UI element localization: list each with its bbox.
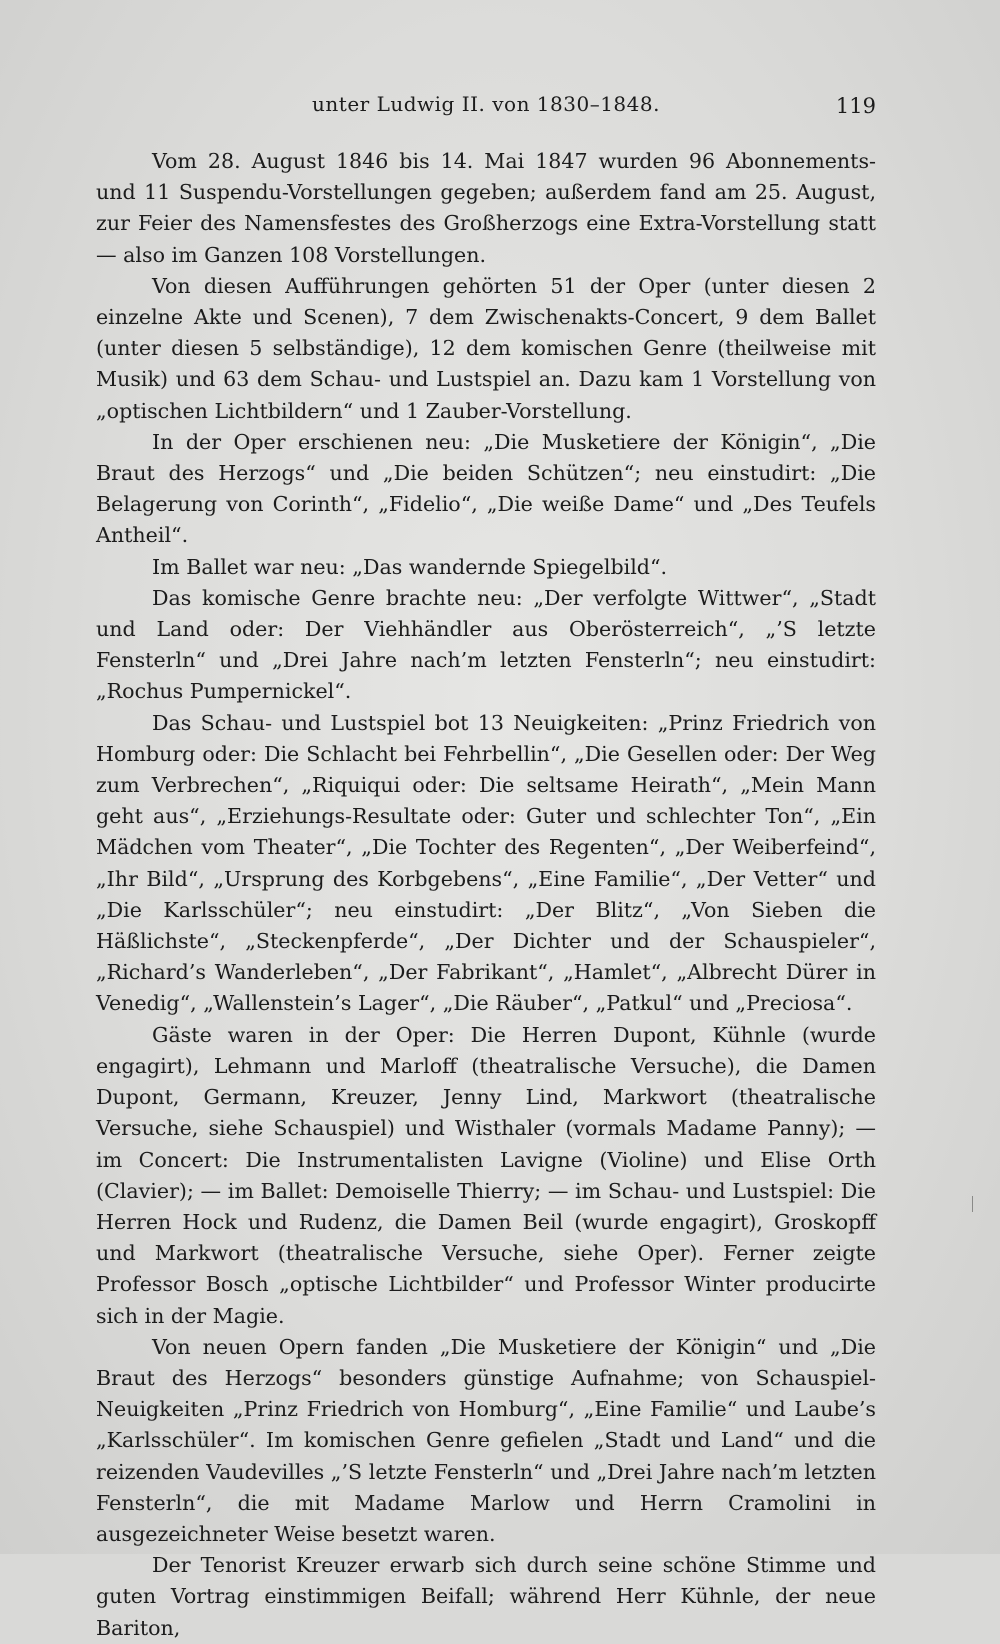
margin-mark <box>972 1196 973 1212</box>
paragraph-ballet-new: Im Ballet war neu: „Das wandernde Spiegelbild“. <box>152 554 668 579</box>
paragraph-drama-comedy: Das Schau- und Lustspiel bot 13 Neuigkeiten: „Prinz Friedrich von Homburg oder: Die Schlacht bei Fehrbellin“, „Die Gesellen oder: Der Weg zum Verbrechen“, „Riquiqui oder: Die seltsame Heirath“, „Mein Mann geht aus“, „Erziehungs-Resultate oder: Guter und schlechter Ton“, „Ein Mädchen vom Theater“, „Die Tochter des Regenten“, „Der Weiberfeind“, „Ihr Bild“, „Ursprung des Korbgebens“, „Eine Familie“, „Der Vetter“ und „Die Karlsschüler“; neu einstudirt: „Der Blitz“, „Von Sieben die Häßlichste“, „Steckenpferde“, „Der Dichter und der Schauspieler“, „Richard’s Wanderleben“, „Der Fabrikant“, „Hamlet“, „Albrecht Dürer in Venedig“, „Wallenstein’s Lager“, „Die Räuber“, „Patkul“ und „Preciosa“. <box>96 710 876 1016</box>
body-text <box>96 146 876 1644</box>
page-header <box>96 92 876 122</box>
running-head: unter Ludwig II. von 1830–1848. <box>312 92 660 116</box>
paragraph-opera-new: In der Oper erschienen neu: „Die Musketiere der Königin“, „Die Braut des Herzogs“ und „Die beiden Schützen“; neu einstudirt: „Die Belagerung von Corinth“, „Fidelio“, „Die weiße Dame“ und „Des Teufels Antheil“. <box>96 429 876 548</box>
paragraph-comic-genre: Das komische Genre brachte neu: „Der verfolgte Wittwer“, „Stadt und Land oder: Der Viehhändler aus Oberösterreich“, „’S letzte Fensterln“ und „Drei Jahre nach’m letzten Fensterln“; neu einstudirt: „Rochus Pumpernickel“. <box>96 585 876 704</box>
paragraph-guests: Gäste waren in der Oper: Die Herren Dupont, Kühnle (wurde engagirt), Lehmann und Marloff (theatralische Versuche), die Damen Dupont, Germann, Kreuzer, Jenny Lind, Markwort (theatralische Versuche, siehe Schauspiel) und Wisthaler (vormals Madame Panny); — im Concert: Die Instrumentalisten Lavigne (Violine) und Elise Orth (Clavier); — im Ballet: Demoiselle Thierry; — im Schau- und Lustspiel: Die Herren Hock und Rudenz, die Damen Beil (wurde engagirt), Groskopff und Markwort (theatralische Versuche, siehe Oper). Ferner zeigte Professor Bosch „optische Lichtbilder“ und Professor Winter producirte sich in der Magie. <box>96 1022 876 1328</box>
paragraph-reception: Von neuen Opern fanden „Die Musketiere der Königin“ und „Die Braut des Herzogs“ besonders günstige Aufnahme; von Schauspiel-Neuigkeiten „Prinz Friedrich von Homburg“, „Eine Familie“ und Laube’s „Karlsschüler“. Im komischen Genre gefielen „Stadt und Land“ und die reizenden Vaudevilles „’S letzte Fensterln“ und „Drei Jahre nach’m letzten Fensterln“, die mit Madame Marlow und Herrn Cramolini in ausgezeichneter Weise besetzt waren. <box>96 1334 876 1546</box>
paragraph-tenor: Der Tenorist Kreuzer erwarb sich durch seine schöne Stimme und guten Vortrag einstimmigen Beifall; während Herr Kühnle, der neue Bariton, <box>96 1553 876 1640</box>
paragraph-genre-breakdown: Von diesen Aufführungen gehörten 51 der Oper (unter diesen 2 einzelne Akte und Scenen), 7 dem Zwischenakts-Concert, 9 dem Ballet (unter diesen 5 selbständige), 12 dem komischen Genre (theilweise mit Musik) und 63 dem Schau- und Lustspiel an. Dazu kam 1 Vorstellung von „optischen Lichtbildern“ und 1 Zauber-Vorstellung. <box>96 273 876 423</box>
page-number: 119 <box>835 94 876 118</box>
paragraph-performance-count: Vom 28. August 1846 bis 14. Mai 1847 wurden 96 Abonnements- und 11 Suspendu-Vorstellungen gegeben; außerdem fand am 25. August, zur Feier des Namensfestes des Großherzogs eine Extra-Vorstellung statt — also im Ganzen 108 Vorstellungen. <box>96 149 876 267</box>
